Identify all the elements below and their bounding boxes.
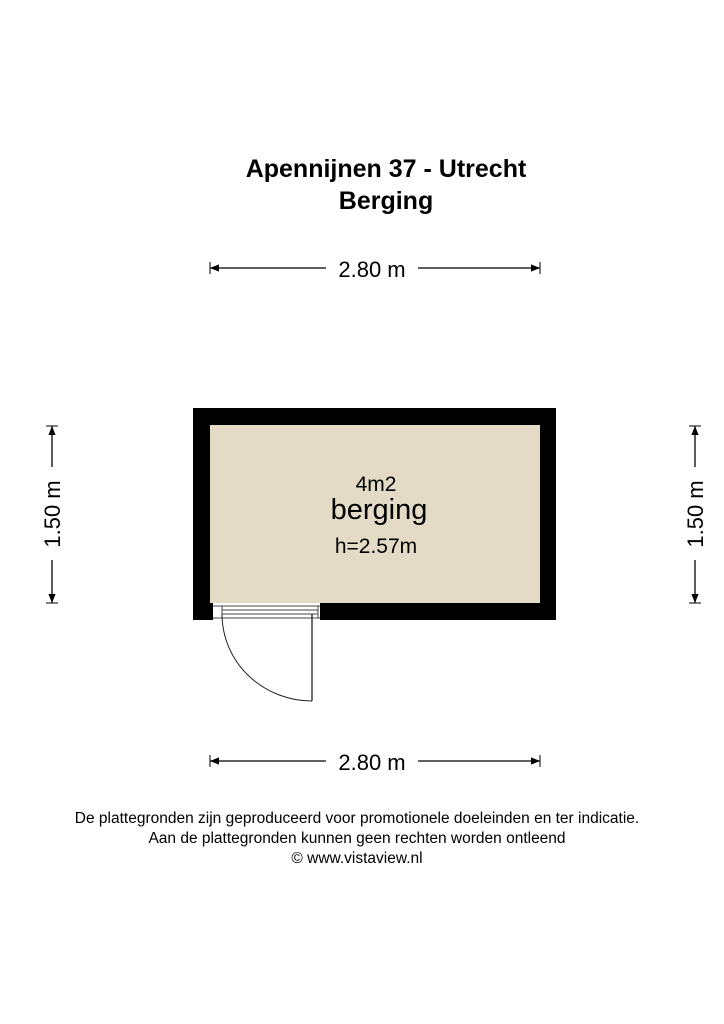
room-berging <box>193 408 556 701</box>
plan-subtitle: Berging <box>338 187 434 215</box>
copyright: © www.vistaview.nl <box>291 850 423 867</box>
dimension-left <box>40 426 65 603</box>
door <box>213 603 320 701</box>
dimension-top-label: 2.80 m <box>338 257 406 282</box>
plan-title: Apennijnen 37 - Utrecht <box>245 155 527 183</box>
room-name: berging <box>330 494 428 526</box>
dimension-left-label: 1.50 m <box>40 480 65 548</box>
dimension-top <box>210 257 540 282</box>
dimension-bottom-label: 2.80 m <box>338 750 406 775</box>
dimension-right-label: 1.50 m <box>683 480 708 548</box>
room-height: h=2.57m <box>334 535 418 558</box>
room-area: 4m2 <box>355 473 397 496</box>
dimension-bottom <box>210 750 540 775</box>
disclaimer-line-2: Aan de plattegronden kunnen geen rechten worden ontleend <box>148 830 566 847</box>
disclaimer-line-1: De plattegronden zijn geproduceerd voor promotionele doeleinden en ter indicatie. <box>74 810 640 827</box>
dimension-right <box>683 426 708 603</box>
